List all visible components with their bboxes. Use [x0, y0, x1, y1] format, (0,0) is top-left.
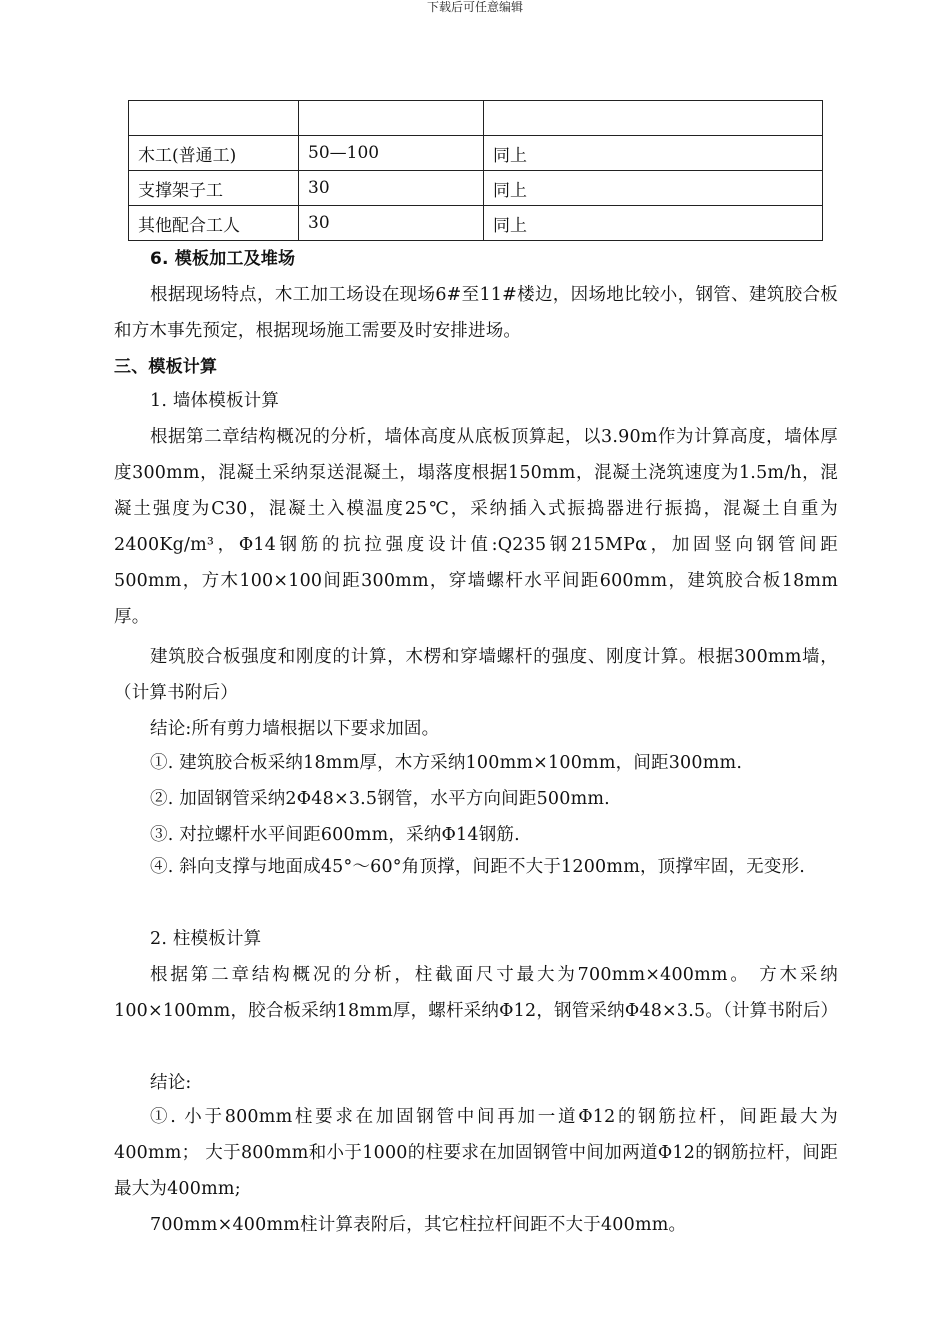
- wall-paragraph-2: 建筑胶合板强度和刚度的计算，木楞和穿墙螺杆的强度、刚度计算。根据300mm墙，（计算书附后）: [114, 647, 838, 703]
- wall-item-3: ③. 对拉螺杆水平间距600mm，采纳Φ14钢筋.: [150, 825, 520, 845]
- table-cell: 50—100: [299, 136, 484, 171]
- table-cell: [299, 101, 484, 136]
- table-cell: 30: [299, 206, 484, 241]
- table-cell: 同上: [484, 136, 823, 171]
- table-cell: [129, 101, 299, 136]
- page-header-note: 下载后可任意编辑: [426, 0, 523, 14]
- column-heading: 2. 柱模板计算: [150, 929, 262, 949]
- table-cell: 30: [299, 171, 484, 206]
- table-row: [129, 136, 823, 171]
- table-cell: 同上: [484, 171, 823, 206]
- column-conclusion: 结论:: [150, 1073, 192, 1093]
- table-cell: 其他配合工人: [129, 206, 299, 241]
- table-row: [129, 171, 823, 206]
- table-cell: 支撑架子工: [129, 171, 299, 206]
- wall-conclusion: 结论:所有剪力墙根据以下要求加固。: [150, 719, 440, 739]
- section-6-title: 6. 模板加工及堆场: [150, 249, 296, 269]
- table-row: [129, 101, 823, 136]
- wall-heading: 1. 墙体模板计算: [150, 391, 280, 411]
- wall-item-1: ①. 建筑胶合板采纳18mm厚，木方采纳100mm×100mm，间距300mm.: [150, 753, 743, 773]
- section-6-body: 根据现场特点，木工加工场设在现场6#至11#楼边，因场地比较小，钢管、建筑胶合板和方木事先预定，根据现场施工需要及时安排进场。: [114, 285, 838, 341]
- wall-item-2: ②. 加固钢管采纳2Φ48×3.5钢管，水平方向间距500mm.: [150, 789, 610, 809]
- wall-paragraph-1: 根据第二章结构概况的分析，墙体高度从底板顶算起，以3.90m作为计算高度，墙体厚度300mm，混凝土采纳泵送混凝土，塌落度根据150mm，混凝土浇筑速度为1.5m/h，混凝土强度为C30，混凝土入模温度25℃，采纳插入式振捣器进行振捣，混凝土自重为2400Kg/m³，Φ14钢筋的抗拉强度设计值:Q235钢215MPα，加固竖向钢管间距500mm，方木100×100间距300mm，穿墙螺杆水平间距600mm，建筑胶合板18mm厚。: [114, 427, 838, 627]
- table-cell: [484, 101, 823, 136]
- staff-table: [128, 100, 823, 241]
- column-note: 700mm×400mm柱计算表附后，其它柱拉杆间距不大于400mm。: [150, 1215, 687, 1235]
- table-row: [129, 206, 823, 241]
- column-paragraph-1: 根据第二章结构概况的分析，柱截面尺寸最大为700mm×400mm。 方木采纳100×100mm，胶合板采纳18mm厚，螺杆采纳Φ12，钢管采纳Φ48×3.5。（计算书附后）: [114, 965, 839, 1021]
- table-cell: 木工(普通工): [129, 136, 299, 171]
- table-cell: 同上: [484, 206, 823, 241]
- section-3-title: 三、模板计算: [114, 357, 218, 377]
- wall-item-4: ④. 斜向支撑与地面成45°～60°角顶撑，间距不大于1200mm，顶撑牢固，无变形.: [150, 857, 806, 877]
- column-item-1: ①. 小于800mm柱要求在加固钢管中间再加一道Φ12的钢筋拉杆，间距最大为400mm； 大于800mm和小于1000的柱要求在加固钢管中间加两道Φ12的钢筋拉杆，间距最大为400mm;: [114, 1107, 838, 1199]
